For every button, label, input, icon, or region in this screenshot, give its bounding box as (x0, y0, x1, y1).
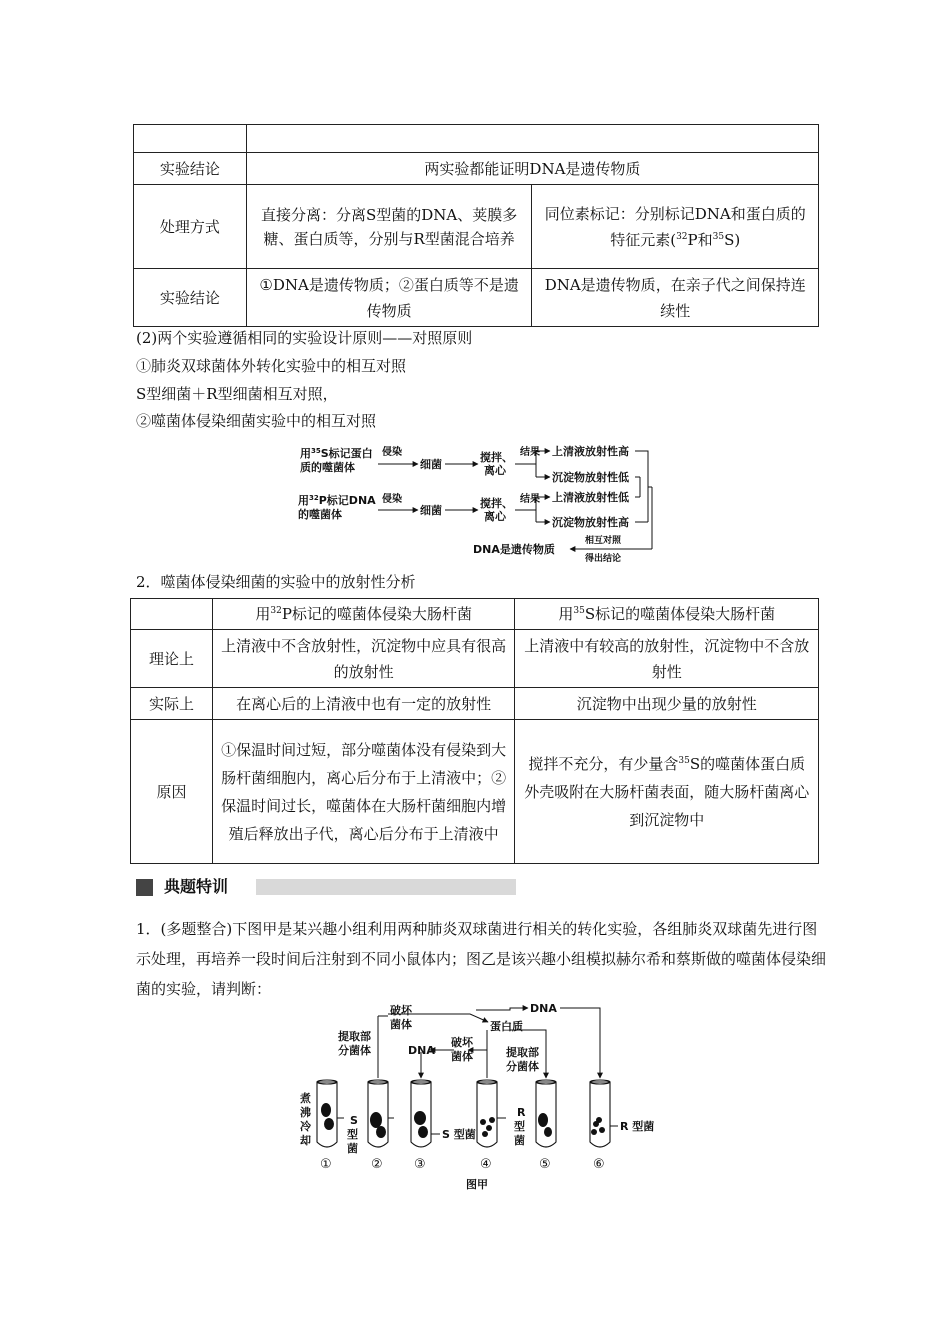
table-cell: 同位素标记：分别标记DNA和蛋白质的特征元素($^{32}$P和$^{35}$S) (532, 185, 819, 269)
table-cell (134, 125, 247, 153)
row-label: 处理方式 (134, 185, 247, 269)
header-35s: 用$^{35}$S标记的噬菌体侵染大肠杆菌 (515, 599, 819, 630)
compare-1: 相互对照 (585, 536, 622, 546)
boil-3: 冷 (300, 1120, 311, 1133)
boil-4: 却 (300, 1134, 311, 1147)
extract-2b: 分菌体 (506, 1060, 539, 1073)
r-vert-1: R (517, 1106, 526, 1119)
figure-jia (290, 1000, 670, 1192)
compare-2: 得出结论 (585, 554, 622, 564)
section-title: 典题特训 (164, 877, 229, 896)
table-cell: 沉淀物中出现少量的放射性 (515, 688, 819, 720)
row-label: 实际上 (131, 688, 213, 720)
table-cell: 上清液中有较高的放射性，沉淀物中不含放射性 (515, 630, 819, 688)
tube-number-4: ④ (480, 1157, 492, 1172)
tube-number-2: ② (371, 1157, 383, 1172)
label-35s: 用$^{35}$S标记蛋白 (300, 447, 373, 460)
infect-a: 侵染 (382, 447, 402, 458)
test-tube-6 (590, 1082, 610, 1147)
table-cell: 直接分离：分离S型菌的DNA、荚膜多糖、蛋白质等，分别与R型菌混合培养 (246, 185, 532, 269)
comparison-table-1 (133, 124, 819, 327)
table-cell: ①DNA是遗传物质；②蛋白质等不是遗传物质 (246, 269, 532, 327)
infect-b: 侵染 (382, 494, 402, 505)
extract-1b: 分菌体 (338, 1044, 371, 1057)
table-cell: ①保温时间过短，部分噬菌体没有侵染到大肠杆菌细胞内，离心后分布于上清液中；②保温时间过长，噬菌体在大肠杆菌细胞内增殖后释放出子代，离心后分布于上清液中 (212, 720, 515, 864)
stir-b-1: 搅拌、 (480, 497, 513, 510)
control-line-3: ②噬菌体侵染细菌实验中的相互对照 (136, 412, 377, 430)
radioactivity-table (130, 598, 819, 864)
protein: 蛋白质 (490, 1020, 523, 1033)
result-b: 结果 (520, 494, 540, 505)
r-vert-2: 型 (514, 1120, 525, 1133)
destroy-1b: 菌体 (390, 1018, 412, 1031)
b-out-1: 上清液放射性低 (552, 491, 629, 504)
table-cell (131, 599, 213, 630)
row-label: 实验结论 (134, 153, 247, 185)
row-label: 原因 (131, 720, 213, 864)
header-32p: 用$^{32}$P标记的噬菌体侵染大肠杆菌 (212, 599, 515, 630)
table-row (134, 269, 819, 327)
a-out-2: 沉淀物放射性低 (552, 471, 629, 484)
phage-flow-diagram (290, 442, 670, 568)
table-row (131, 720, 819, 864)
question-text: 1．(多题整合)下图甲是某兴趣小组利用两种肺炎双球菌进行相关的转化实验，各组肺炎双球菌先进行图示处理，再培养一段时间后注射到不同小鼠体内；图乙是该兴趣小组模拟赫尔希和蔡斯做的噬菌体侵染细菌的实验，请判断： (136, 920, 827, 998)
tube-number-5: ⑤ (539, 1157, 551, 1172)
table-cell: DNA是遗传物质，在亲子代之间保持连续性 (532, 269, 819, 327)
r-type-label: R 型菌 (620, 1120, 655, 1133)
label-32p: 用$^{32}$P标记DNA (298, 494, 376, 507)
table-cell: 在离心后的上清液中也有一定的放射性 (212, 688, 515, 720)
table-cell: 上清液中不含放射性，沉淀物中应具有很高的放射性 (212, 630, 515, 688)
table-row (134, 185, 819, 269)
row-label: 理论上 (131, 630, 213, 688)
s-vert-1: S (350, 1114, 358, 1127)
b-out-2: 沉淀物放射性高 (552, 516, 629, 529)
section-stripe (256, 879, 516, 895)
dna-2: DNA (408, 1044, 435, 1057)
table-row (134, 125, 819, 153)
boil-1: 煮 (300, 1092, 311, 1105)
stir-b-2: 离心 (484, 510, 506, 523)
figure-caption: 图甲 (466, 1178, 488, 1191)
table-cell: 搅拌不充分，有少量含$^{35}$S的噬菌体蛋白质外壳吸附在大肠杆菌表面，随大肠杆菌离心到沉淀物中 (515, 720, 819, 864)
table-row (131, 688, 819, 720)
a-out-1: 上清液放射性高 (552, 445, 629, 458)
stir-a-2: 离心 (484, 464, 506, 477)
analysis-heading: 2．噬菌体侵染细菌的实验中的放射性分析 (136, 573, 416, 591)
dna-1: DNA (530, 1002, 557, 1015)
table-row (131, 630, 819, 688)
section-header (136, 877, 516, 897)
principle-line: (2)两个实验遵循相同的实验设计原则——对照原则 (136, 329, 473, 347)
bacteria-a: 细菌 (420, 458, 442, 471)
table-cell (246, 125, 818, 153)
extract-1a: 提取部 (338, 1030, 371, 1043)
table-cell: 两实验都能证明DNA是遗传物质 (246, 153, 818, 185)
tube-number-6: ⑥ (593, 1157, 605, 1172)
conclusion: DNA是遗传物质 (473, 543, 555, 556)
s-vert-2: 型 (347, 1128, 358, 1141)
table-row (131, 599, 819, 630)
s-type-label: S 型菌 (442, 1128, 476, 1141)
label-35s-2: 质的噬菌体 (300, 461, 355, 474)
control-line-2: S型细菌＋R型细菌相互对照， (136, 385, 338, 403)
destroy-1a: 破坏 (390, 1004, 412, 1017)
boil-2: 沸 (300, 1106, 311, 1119)
destroy-2a: 破坏 (451, 1036, 473, 1049)
test-tube-4 (477, 1082, 497, 1147)
destroy-2b: 菌体 (451, 1050, 473, 1063)
r-vert-3: 菌 (514, 1134, 525, 1147)
tube-number-3: ③ (414, 1157, 426, 1172)
extract-2a: 提取部 (506, 1046, 539, 1059)
tube-number-1: ① (320, 1157, 332, 1172)
table-row (134, 153, 819, 185)
row-label: 实验结论 (134, 269, 247, 327)
control-line-1: ①肺炎双球菌体外转化实验中的相互对照 (136, 357, 407, 375)
section-square-icon (136, 879, 153, 896)
stir-a-1: 搅拌、 (480, 451, 513, 464)
s-vert-3: 菌 (347, 1142, 358, 1155)
result-a: 结果 (520, 447, 540, 458)
label-32p-2: 的噬菌体 (298, 508, 342, 521)
bacteria-b: 细菌 (420, 504, 442, 517)
